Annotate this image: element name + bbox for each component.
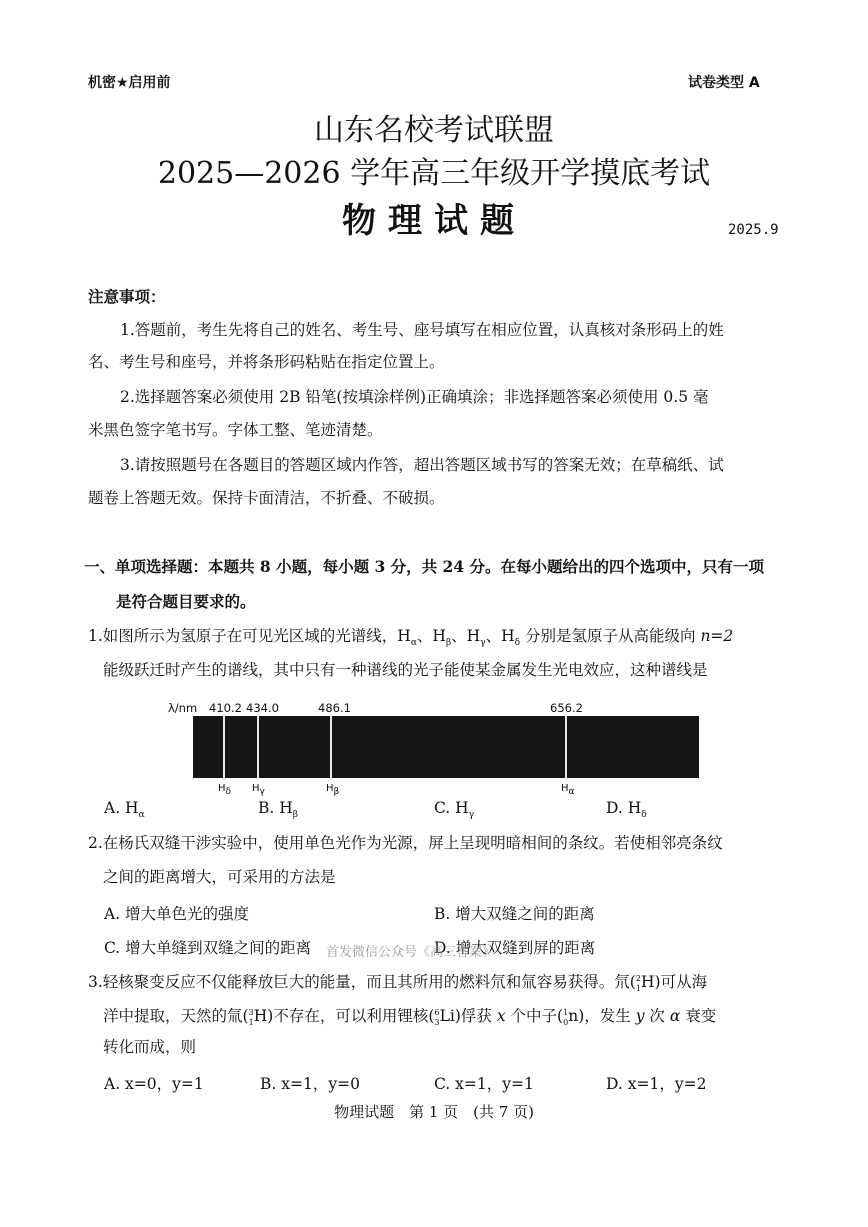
q3-line1-text-a: 3.轻核聚变反应不仅能释放巨大的能量，而且其所用的燃料氘和氚容易获得。氘( bbox=[88, 973, 636, 992]
q1-line1 bbox=[88, 626, 733, 653]
q3-deuterium-mass: 2 bbox=[635, 974, 641, 983]
q3-var-x: x bbox=[496, 1007, 506, 1026]
q3-lithium-charge: 3 bbox=[434, 1018, 440, 1028]
q3-line1 bbox=[88, 969, 707, 999]
q3-line3: 转化而成，则 bbox=[103, 1038, 197, 1056]
spectrum-label-h-gamma-sub: γ bbox=[259, 787, 265, 797]
exam-name-title: 2025—2026 学年高三年级开学摸底考试 bbox=[157, 156, 711, 191]
spectrum-label-h-alpha bbox=[561, 783, 574, 797]
q3-neutron-charge: 0 bbox=[563, 1018, 569, 1028]
spectrum-label-h-delta bbox=[218, 783, 231, 797]
spectrum-label-h-alpha-h: H bbox=[561, 783, 569, 794]
spectrum-label-h-delta-sub: δ bbox=[225, 787, 232, 797]
section1-line1: 一、单项选择题：本题共 8 小题，每小题 3 分，共 24 分。在每小题给出的四个选项中，只有一项 bbox=[84, 557, 765, 576]
spectral-line-h-delta bbox=[223, 716, 225, 778]
q3-option-b[interactable]: B. x=1，y=0 bbox=[260, 1075, 360, 1093]
q1-option-d-text: D. H bbox=[606, 799, 642, 817]
q1-option-d[interactable] bbox=[606, 799, 647, 820]
q1-option-a-sub: α bbox=[138, 810, 145, 821]
spectrum-wl-410: 410.2 bbox=[209, 701, 242, 715]
q2-line2: 之间的距离增大，可采用的方法是 bbox=[103, 868, 336, 886]
q1-option-c-sub: γ bbox=[468, 810, 475, 821]
spectrum-band bbox=[193, 716, 699, 778]
watermark-text: 首发微信公众号《高三答案》 bbox=[326, 945, 496, 960]
q2-option-b[interactable]: B. 增大双缝之间的距离 bbox=[434, 905, 595, 923]
q3-option-a[interactable]: A. x=0，y=1 bbox=[104, 1075, 204, 1093]
q1-option-a[interactable] bbox=[104, 799, 145, 820]
q1-h-delta: H bbox=[501, 627, 515, 645]
notes-heading: 注意事项： bbox=[88, 287, 166, 306]
spectrum-wl-434: 434.0 bbox=[246, 701, 279, 715]
spectral-line-h-alpha bbox=[565, 716, 567, 778]
exam-union-title: 山东名校考试联盟 bbox=[314, 113, 554, 148]
q3-line2 bbox=[103, 1003, 716, 1033]
q3-var-y: y bbox=[635, 1007, 645, 1026]
q1-option-b-sub: β bbox=[292, 810, 298, 821]
q3-line2-text-h: 次 bbox=[649, 1007, 665, 1026]
spectrum-label-h-alpha-sub: α bbox=[568, 787, 575, 797]
page-footer: 物理试题 第 1 页 (共 7 页) bbox=[334, 1103, 534, 1121]
q3-alpha: α bbox=[669, 1007, 681, 1026]
spectrum-wl-656: 656.2 bbox=[550, 701, 583, 715]
q1-option-a-text: A. H bbox=[104, 799, 139, 817]
q1-level-eq: n=2 bbox=[700, 627, 734, 645]
q1-sep-1: 、 bbox=[416, 627, 433, 645]
q1-sub-delta: δ bbox=[514, 638, 521, 649]
q3-line2-text-e: 个中子( bbox=[510, 1007, 564, 1026]
q1-line1-text-b: 分别是氢原子从高能级向 bbox=[524, 627, 696, 645]
spectrum-wl-486: 486.1 bbox=[318, 701, 351, 715]
q3-line2-text-c: Li)俘获 bbox=[439, 1007, 492, 1026]
confidential-label: 机密★启用前 bbox=[88, 75, 171, 91]
spectral-line-h-gamma bbox=[257, 716, 259, 778]
q3-neutron-mass: 1 bbox=[563, 1008, 569, 1017]
q1-h-gamma: H bbox=[466, 627, 481, 645]
note-1-line1: 1.答题前，考生先将自己的姓名、考生号、座号填写在相应位置，认真核对条形码上的姓 bbox=[120, 321, 724, 339]
note-1-line2: 名、考生号和座号，并将条形码粘贴在指定位置上。 bbox=[88, 353, 445, 371]
q3-tritium-mass: 3 bbox=[248, 1008, 254, 1017]
q3-line2-text-a: 洋中提取，天然的氚( bbox=[103, 1007, 249, 1026]
q1-line1-text-a: 1.如图所示为氢原子在可见光区域的光谱线，H bbox=[88, 627, 411, 645]
q1-line2: 能级跃迁时产生的谱线，其中只有一种谱线的光子能使某金属发生光电效应，这种谱线是 bbox=[103, 661, 708, 679]
subject-title: 物理试题 bbox=[342, 201, 526, 241]
q2-option-d[interactable]: D. 增大双缝到屏的距离 bbox=[434, 939, 596, 957]
note-3-line2: 题卷上答题无效。保持卡面清洁，不折叠、不破损。 bbox=[88, 489, 445, 507]
q3-line2-text-f: n)，发生 bbox=[568, 1007, 631, 1026]
spectrum-unit-label: λ/nm bbox=[168, 701, 198, 715]
q1-sub-alpha: α bbox=[410, 638, 417, 649]
q2-line1: 2.在杨氏双缝干涉实验中，使用单色光作为光源，屏上呈现明暗相间的条纹。若使相邻亮条纹 bbox=[88, 834, 723, 852]
q2-option-a[interactable]: A. 增大单色光的强度 bbox=[104, 905, 250, 923]
q1-option-b-text: B. H bbox=[258, 799, 293, 817]
spectral-line-h-beta bbox=[330, 716, 332, 778]
spectrum-label-h-beta-sub: β bbox=[333, 787, 340, 797]
q3-deuterium-charge: 1 bbox=[635, 984, 642, 994]
q3-line2-text-b: H)不存在，可以利用锂核( bbox=[253, 1007, 435, 1026]
q1-sep-3: 、 bbox=[485, 627, 502, 645]
q1-option-d-sub: δ bbox=[641, 810, 647, 821]
q3-line1-text-b: H)可从海 bbox=[641, 973, 708, 992]
spectrum-label-h-gamma bbox=[252, 783, 265, 797]
spectrum-label-h-delta-h: H bbox=[218, 783, 226, 794]
q1-sep-2: 、 bbox=[451, 627, 467, 645]
section1-line2: 是符合题目要求的。 bbox=[116, 592, 256, 611]
q1-sub-gamma: γ bbox=[480, 638, 486, 649]
note-2-line1: 2.选择题答案必须使用 2B 铅笔(按填涂样例)正确填涂；非选择题答案必须使用 0.5 毫 bbox=[120, 388, 709, 406]
exam-date: 2025.9 bbox=[728, 222, 779, 238]
q3-option-d[interactable]: D. x=1，y=2 bbox=[606, 1075, 707, 1093]
note-3-line1: 3.请按照题号在各题目的答题区域内作答，超出答题区域书写的答案无效；在草稿纸、试 bbox=[120, 456, 724, 474]
paper-type-label: 试卷类型 A bbox=[688, 75, 760, 91]
q1-option-c[interactable] bbox=[434, 799, 474, 820]
spectrum-label-h-beta bbox=[326, 783, 339, 797]
q2-option-c[interactable]: C. 增大单缝到双缝之间的距离 bbox=[104, 939, 312, 957]
spectrum-label-h-beta-h: H bbox=[326, 783, 334, 794]
spectrum-label-h-gamma-h: H bbox=[252, 783, 260, 794]
q1-h-beta: H bbox=[432, 627, 446, 645]
q3-line2-text-j: 衰变 bbox=[685, 1007, 717, 1026]
q3-option-c[interactable]: C. x=1，y=1 bbox=[434, 1075, 534, 1093]
q1-option-c-text: C. H bbox=[434, 799, 469, 817]
q3-lithium-mass: 6 bbox=[434, 1008, 440, 1017]
q3-tritium-charge: 1 bbox=[248, 1018, 254, 1028]
q1-option-b[interactable] bbox=[258, 799, 298, 820]
q1-sub-beta: β bbox=[445, 638, 452, 649]
note-2-line2: 米黑色签字笔书写。字体工整、笔迹清楚。 bbox=[88, 421, 383, 439]
